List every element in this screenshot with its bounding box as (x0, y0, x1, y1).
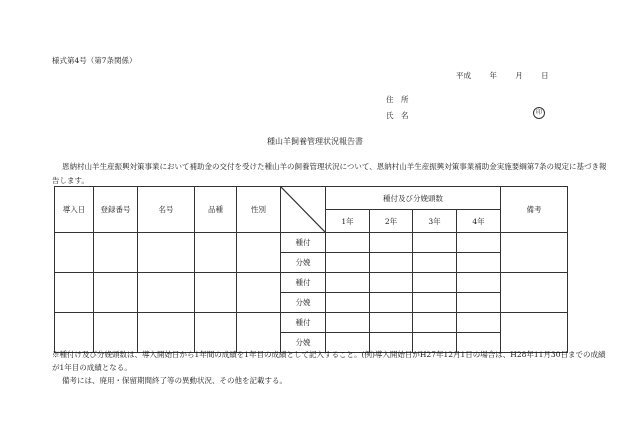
cell-year-3[interactable] (413, 233, 457, 253)
cell-registration-number[interactable] (94, 273, 138, 313)
name-label: 氏 名 (386, 111, 409, 120)
cell-registration-number[interactable] (94, 233, 138, 273)
cell-introduction-date[interactable] (55, 313, 94, 353)
header-introduction-date: 導入日 (55, 187, 94, 233)
cell-year-1[interactable] (326, 273, 370, 293)
cell-breed[interactable] (195, 233, 237, 273)
header-diagonal-cell (281, 187, 326, 233)
cell-year-1[interactable] (326, 313, 370, 333)
cell-year-2[interactable] (370, 293, 413, 313)
cell-year-2[interactable] (370, 313, 413, 333)
form-number: 様式第4号（第7条関係） (52, 56, 137, 65)
date-month: 月 (515, 71, 523, 80)
cell-year-1[interactable] (326, 253, 370, 273)
date-day: 日 (541, 71, 549, 80)
document-title: 種山羊飼養管理状況報告書 (267, 137, 363, 146)
table-row (55, 233, 568, 253)
header-year-1: 1年 (326, 210, 370, 233)
header-breed: 品種 (195, 187, 237, 233)
cell-year-2[interactable] (370, 253, 413, 273)
date-year: 年 (489, 71, 497, 80)
header-name: 名号 (138, 187, 195, 233)
intro-paragraph (52, 160, 612, 188)
row-label: 分娩 (281, 333, 326, 353)
cell-year-1[interactable] (326, 233, 370, 253)
seal-mark: 印 (533, 107, 545, 119)
row-label: 種付 (281, 233, 326, 253)
row-label: 種付 (281, 273, 326, 293)
cell-year-3[interactable] (413, 293, 457, 313)
diagonal-line (281, 187, 325, 232)
cell-name[interactable] (138, 273, 195, 313)
cell-year-4[interactable] (457, 313, 501, 333)
header-counts-group: 種付及び分娩頭数 (326, 187, 501, 210)
cell-introduction-date[interactable] (55, 273, 94, 313)
cell-breed[interactable] (195, 273, 237, 313)
cell-breed[interactable] (195, 313, 237, 353)
intro-text: 恩納村山羊生産振興対策事業において補助金の交付を受けた種山羊の飼養管理状況について、恩納村山羊生産振興対策事業補助金実施要綱第7条の規定に基づき報告します。 (52, 162, 607, 185)
date-era: 平成 (456, 71, 471, 80)
cell-registration-number[interactable] (94, 313, 138, 353)
header-year-2: 2年 (370, 210, 413, 233)
row-label: 分娩 (281, 253, 326, 273)
row-label: 分娩 (281, 293, 326, 313)
cell-year-4[interactable] (457, 293, 501, 313)
cell-year-4[interactable] (457, 253, 501, 273)
row-label: 種付 (281, 313, 326, 333)
cell-remarks[interactable] (501, 313, 568, 353)
cell-year-3[interactable] (413, 273, 457, 293)
cell-sex[interactable] (237, 273, 281, 313)
cell-name[interactable] (138, 313, 195, 353)
cell-year-3[interactable] (413, 253, 457, 273)
cell-year-4[interactable] (457, 273, 501, 293)
header-year-4: 4年 (457, 210, 501, 233)
table-row (55, 273, 568, 293)
cell-remarks[interactable] (501, 273, 568, 313)
cell-name[interactable] (138, 233, 195, 273)
note-counting-rule: ※種付け及び分娩頭数は、導入開始日から1年間の成績を1年目の成績として記入すること。(例)導入開始日がH27年12月1日の場合は、H28年11月30日までの成績が1年目の成績となる。 (52, 350, 606, 372)
cell-introduction-date[interactable] (55, 233, 94, 273)
table-row (55, 313, 568, 333)
cell-sex[interactable] (237, 313, 281, 353)
header-sex: 性別 (237, 187, 281, 233)
management-table (54, 186, 568, 353)
header-remarks: 備考 (501, 187, 568, 233)
cell-year-3[interactable] (413, 313, 457, 333)
note-remarks-rule: 備考には、廃用・保留期間終了等の異動状況、その他を記載する。 (62, 376, 287, 385)
cell-remarks[interactable] (501, 233, 568, 273)
notes (52, 348, 612, 387)
date-line (456, 72, 549, 80)
cell-year-2[interactable] (370, 273, 413, 293)
cell-year-2[interactable] (370, 233, 413, 253)
address-label: 住 所 (386, 95, 409, 104)
cell-sex[interactable] (237, 233, 281, 273)
cell-year-1[interactable] (326, 293, 370, 313)
header-year-3: 3年 (413, 210, 457, 233)
cell-year-4[interactable] (457, 233, 501, 253)
header-registration-number: 登録番号 (94, 187, 138, 233)
